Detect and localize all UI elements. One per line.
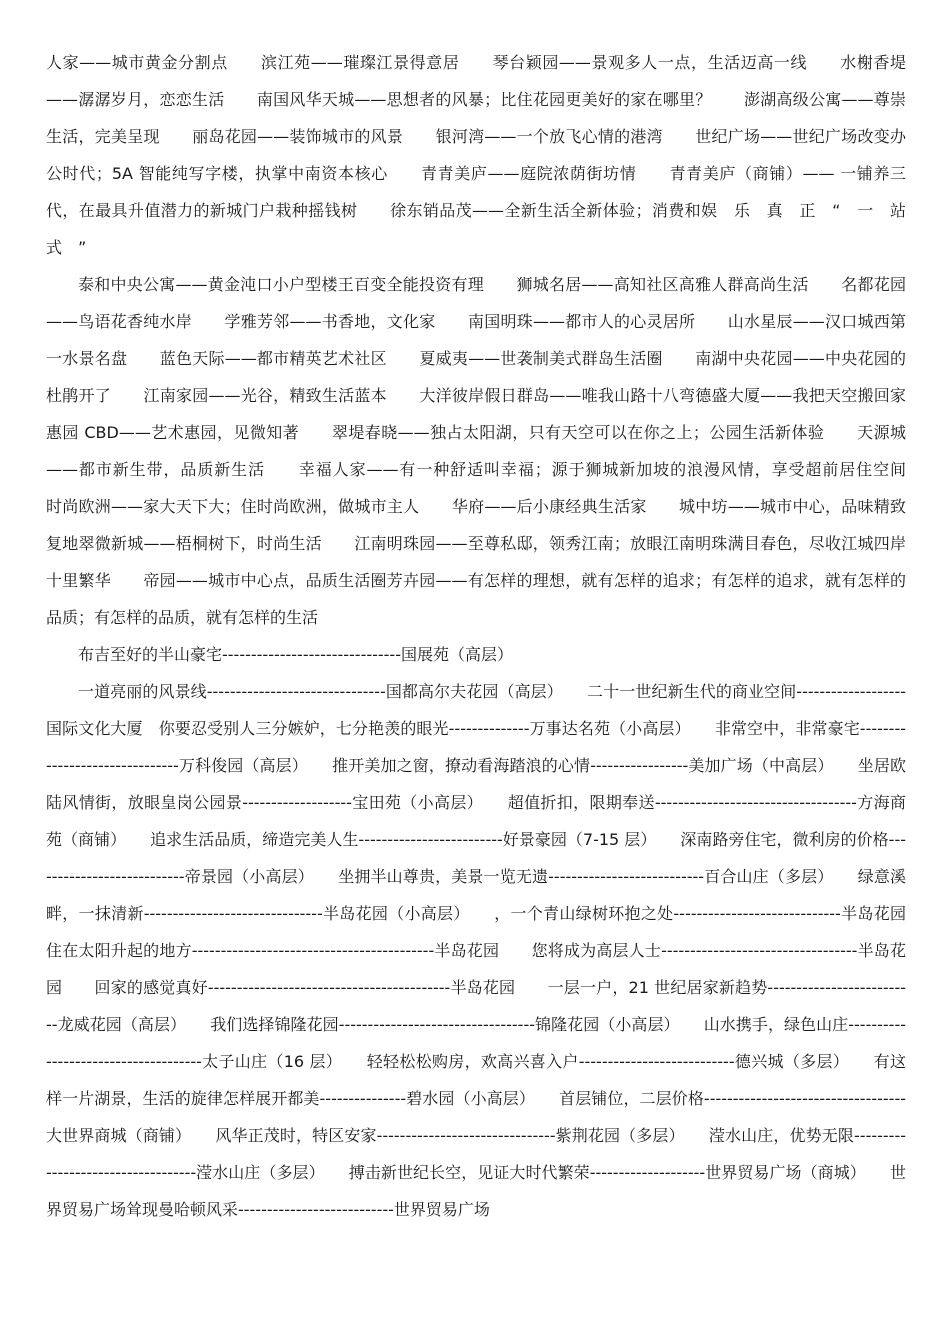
paragraph-slogans-4: 一道亮丽的风景线-------------------------------国都高尔夫花园（高层） 二十一世纪新生代的商业空间-------------------国际文化大厦 你要忍受别人三分嫉妒，七分艳羡的眼光--------------万事达名苑（小高层） 非常空中，非常豪宅-------------------------------万科俊园（高层） 推开美加之窗，撩动看海踏浪的心情-----------------美加广场（中高层） 坐居欧陆风情街，放眼皇岗公园景-------------------宝田苑（小高层） 超值折扣，限期奉送-----------------------------------方海商苑（商铺） 追求生活品质，缔造完美人生-------------------------好景豪园（7-15 层） 深南路旁住宅，微利房的价格---------------------------帝景园（小高层） 坐拥半山尊贵，美景一览无遗---------------------------百合山庄（多层） 绿意溪畔，一抹清新-------------------------------半岛花园（小高层） ，一个青山绿树环抱之处-----------------------------半岛花园 住在太阳升起的地方------------------------------------------半岛花园 您将成为高层人士----------------------------------半岛花园 回家的感觉真好------------------------------------------半岛花园 一层一户，21 世纪居家新趋势--------------------------龙威花园（高层） 我们选择锦隆花园----------------------------------锦隆花园（小高层） 山水携手，绿色山庄-------------------------------------太子山庄（16 层） 轻轻松松购房，欢高兴喜入户---------------------------德兴城（多层） 有这样一片湖景，生活的旋律怎样展开都美---------------碧水园（小高层） 首层铺位，二层价格-----------------------------------大世界商城（商铺） 风华正茂时，特区安家-------------------------------紫荆花园（多层） 滢水山庄，优势无限-----------------------------------滢水山庄（多层） 搏击新世纪长空，见证大时代繁荣--------------------世界贸易广场（商城） 世界贸易广场耸现曼哈顿风采---------------------------世界贸易广场: [46, 682, 939, 1219]
paragraph-slogans-2: 泰和中央公寓——黄金沌口小户型楼王百变全能投资有理 狮城名居——高知社区高雅人群高尚生活 名都花园——鸟语花香纯水岸 学雅芳邻——书香地，文化家 南国明珠——都市人的心灵居所 山水星辰——汉口城西第一水景名盘 蓝色天际——都市精英艺术社区 夏威夷——世袭制美式群岛生活圈 南湖中央花园——中央花园的杜鹃开了 江南家园——光谷，精致生活蓝本 大洋彼岸假日群岛——唯我山路十八弯德盛大厦——我把天空搬回家 惠园 CBD——艺术惠园，见微知著 翠堤春晓——独占太阳湖，只有天空可以在你之上；公园生活新体验 天源城——都市新生带，品质新生活 幸福人家——有一种舒适叫幸福；源于狮城新加坡的浪漫风情，享受超前居住空间 时尚欧洲——家大天下大；住时尚欧洲，做城市主人 华府——后小康经典生活家 城中坊——城市中心，品味精致 复地翠微新城——梧桐树下，时尚生活 江南明珠园——至尊私邸，领秀江南；放眼江南明珠满目春色，尽收江城四岸十里繁华 帝园——城市中心点，品质生活圈芳卉园——有怎样的理想，就有怎样的追求；有怎样的追求，就有怎样的品质；有怎样的品质，就有怎样的生活: [46, 275, 939, 627]
paragraph-slogans-1: 人家——城市黄金分割点 滨江苑——璀璨江景得意居 琴台颖园——景观多人一点，生活迈高一线 水榭香堤——潺潺岁月，恋恋生活 南国风华天城——思想者的风暴；比住花园更美好的家在哪里？ 澎湖高级公寓——尊崇生活，完美呈现 丽岛花园——装饰城市的风景 银河湾——一个放飞心情的港湾 世纪广场——世纪广场改变办公时代；5A 智能纯写字楼，执掌中南资本核心 青青美庐——庭院浓荫街坊情 青青美庐（商铺）—— 一铺养三代，在最具升值潜力的新城门户栽种摇钱树 徐东销品茂——全新生活全新体验；消费和娱 乐 真 正 “ 一 站 式 ”: [46, 53, 923, 257]
paragraph-slogans-3: 布吉至好的半山豪宅-------------------------------国展苑（高层）: [78, 645, 513, 664]
document-body: [46, 44, 939, 1228]
